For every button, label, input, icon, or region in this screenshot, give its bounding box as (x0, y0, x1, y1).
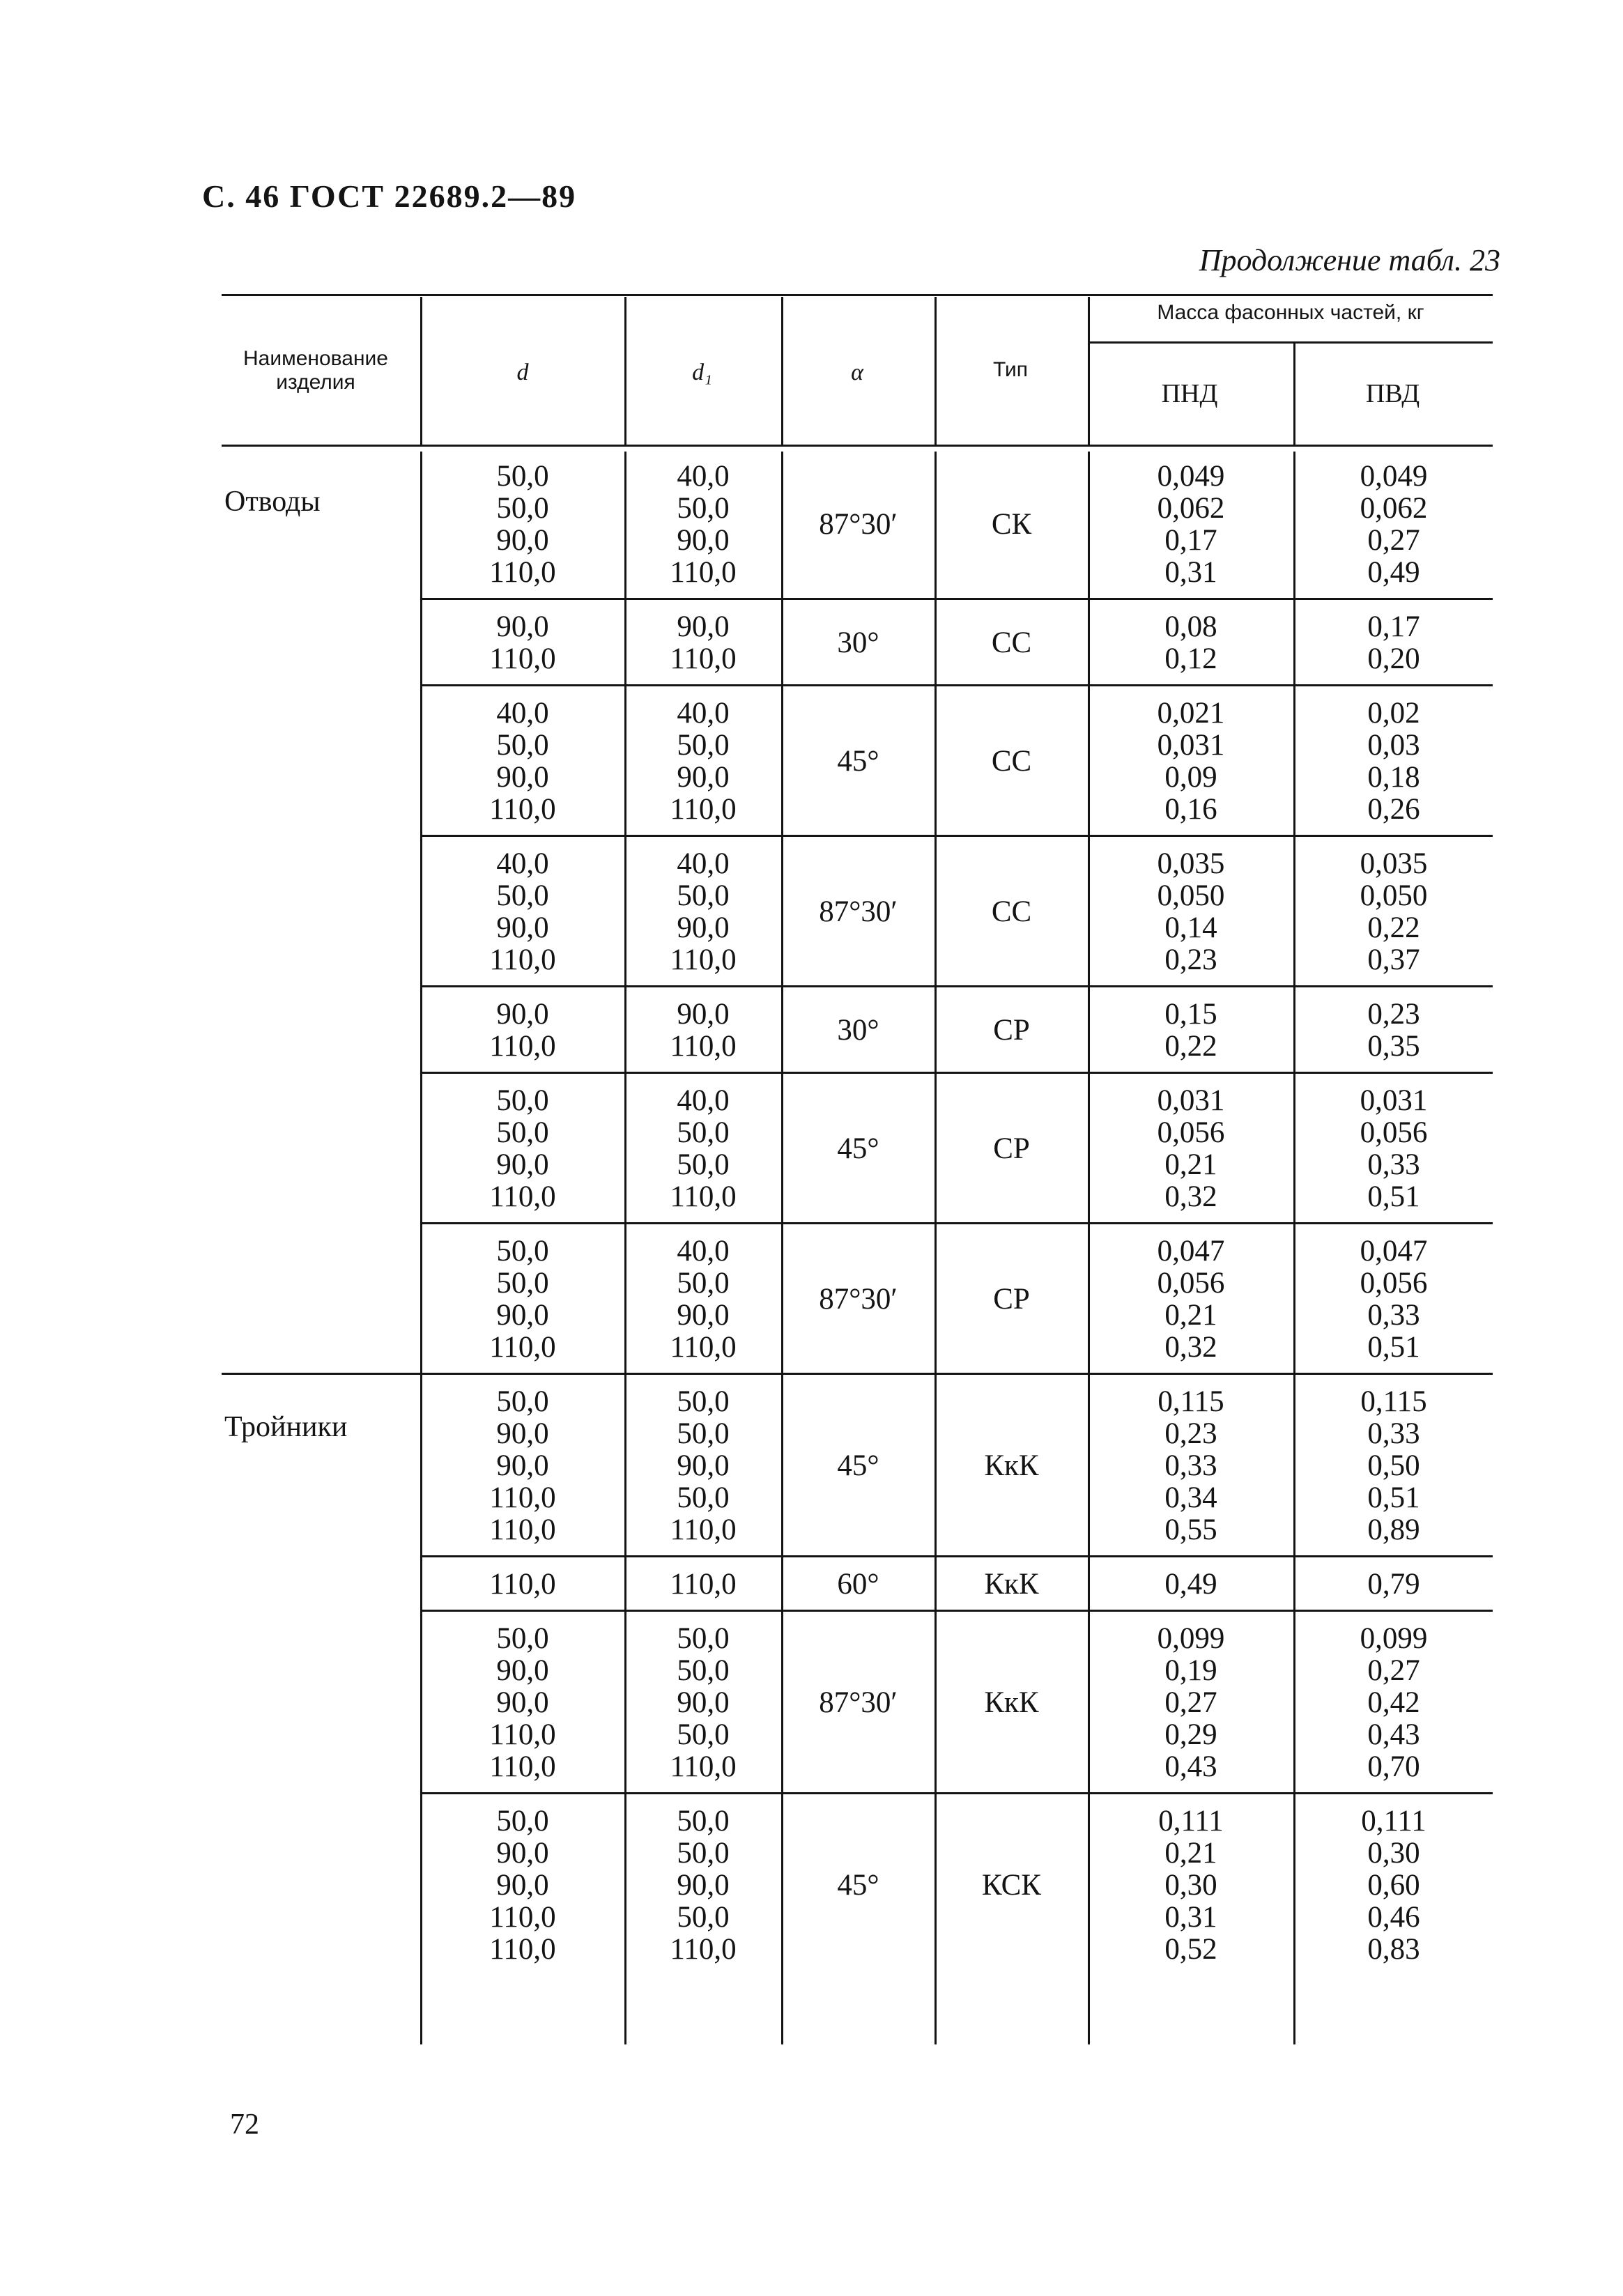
cell-pvd (1295, 461, 1493, 589)
cell-value: 0,26 (1367, 793, 1420, 826)
cell-d1 (626, 848, 780, 976)
cell-pvd (1295, 848, 1493, 976)
cell-value: 110,0 (670, 1030, 737, 1063)
cell-value: 0,09 (1164, 761, 1217, 794)
cell-value: 0,33 (1367, 1299, 1420, 1332)
cell-type: СС (991, 626, 1032, 659)
cell-pnd (1089, 1386, 1293, 1546)
cell-value: 0,19 (1164, 1654, 1217, 1687)
cell-d1 (626, 1805, 780, 1966)
cell-value: 90,0 (496, 1654, 549, 1687)
cell-value: 0,22 (1164, 1030, 1217, 1063)
cell-d (422, 1805, 624, 1966)
cell-value: 50,0 (677, 1481, 730, 1514)
cell-value: 0,30 (1367, 1837, 1420, 1870)
group-separator (420, 1072, 1493, 1074)
cell-type: СС (991, 745, 1032, 778)
cell-value: 0,047 (1360, 1235, 1428, 1268)
cell-value: 90,0 (496, 911, 549, 944)
cell-value: 90,0 (677, 1686, 730, 1719)
cell-d (422, 611, 624, 675)
table-continuation-label: Продолжение табл. 23 (1199, 243, 1500, 277)
body-column-divider (624, 452, 626, 2044)
cell-d1 (626, 1085, 780, 1213)
cell-value: 0,02 (1367, 697, 1420, 730)
cell-value: 110,0 (489, 1750, 556, 1783)
column-header-d-text: d (516, 360, 529, 385)
column-header-pnd: ПНД (1161, 379, 1218, 408)
cell-value: 0,32 (1164, 1180, 1217, 1213)
cell-value: 110,0 (670, 1180, 737, 1213)
cell-value: 0,27 (1367, 1654, 1420, 1687)
cell-pvd (1295, 1569, 1493, 1601)
cell-value: 0,43 (1164, 1750, 1217, 1783)
cell-value: 0,31 (1164, 1901, 1217, 1934)
cell-alpha: 87°30′ (819, 1686, 898, 1719)
cell-type: СК (991, 508, 1032, 541)
cell-pvd (1295, 1085, 1493, 1213)
cell-value: 0,056 (1157, 1267, 1225, 1300)
cell-value: 110,0 (489, 1568, 556, 1601)
cell-value: 50,0 (677, 729, 730, 762)
cell-value: 0,50 (1367, 1449, 1420, 1482)
header-column-divider (1088, 297, 1090, 445)
header-column-divider (420, 297, 422, 445)
cell-value: 0,056 (1360, 1116, 1428, 1149)
cell-value: 90,0 (496, 1299, 549, 1332)
cell-value: 0,050 (1157, 879, 1225, 912)
cell-value: 0,049 (1360, 460, 1428, 493)
cell-value: 90,0 (496, 1869, 549, 1902)
cell-value: 90,0 (496, 1417, 549, 1450)
cell-value: 50,0 (677, 1805, 730, 1837)
header-column-divider (624, 297, 626, 445)
cell-value: 0,099 (1157, 1622, 1225, 1655)
cell-value: 50,0 (677, 1837, 730, 1870)
column-header-alpha-text: α (851, 360, 863, 385)
cell-value: 50,0 (677, 1417, 730, 1450)
cell-alpha: 60° (837, 1568, 879, 1601)
cell-value: 0,49 (1164, 1568, 1217, 1601)
cell-value: 40,0 (496, 847, 549, 880)
cell-pnd (1089, 1085, 1293, 1213)
cell-value: 50,0 (496, 492, 549, 525)
cell-value: 0,33 (1367, 1148, 1420, 1181)
cell-value: 90,0 (496, 1837, 549, 1870)
column-header-d1-text: d₁ (692, 360, 712, 385)
cell-value: 50,0 (677, 1116, 730, 1149)
cell-type: КкК (984, 1568, 1039, 1601)
group-separator (420, 835, 1493, 837)
cell-value: 0,31 (1164, 556, 1217, 589)
cell-alpha: 45° (837, 1449, 879, 1482)
cell-value: 110,0 (489, 1513, 556, 1546)
cell-value: 110,0 (670, 943, 737, 976)
cell-d1 (626, 1569, 780, 1601)
mass-subheader-rule (1088, 341, 1493, 344)
cell-value: 0,46 (1367, 1901, 1420, 1934)
body-column-divider (781, 452, 783, 2044)
cell-value: 0,37 (1367, 943, 1420, 976)
cell-value: 0,60 (1367, 1869, 1420, 1902)
cell-d (422, 999, 624, 1063)
cell-value: 90,0 (496, 761, 549, 794)
cell-value: 50,0 (677, 492, 730, 525)
cell-value: 110,0 (489, 1933, 556, 1966)
cell-pnd (1089, 1235, 1293, 1364)
cell-value: 50,0 (677, 1718, 730, 1751)
cell-value: 50,0 (677, 1267, 730, 1300)
cell-value: 110,0 (670, 1568, 737, 1601)
cell-d (422, 1235, 624, 1364)
cell-value: 0,21 (1164, 1837, 1217, 1870)
cell-value: 0,12 (1164, 642, 1217, 675)
cell-pvd (1295, 1623, 1493, 1783)
cell-pnd (1089, 999, 1293, 1063)
cell-pnd (1089, 611, 1293, 675)
cell-value: 0,30 (1164, 1869, 1217, 1902)
cell-value: 0,89 (1367, 1513, 1420, 1546)
cell-pvd (1295, 1805, 1493, 1966)
cell-type: СР (993, 1014, 1030, 1047)
cell-value: 0,35 (1367, 1030, 1420, 1063)
cell-value: 110,0 (670, 1331, 737, 1364)
group-separator (222, 1373, 1493, 1375)
cell-value: 0,43 (1367, 1718, 1420, 1751)
cell-type: КкК (984, 1686, 1039, 1719)
cell-pnd (1089, 1569, 1293, 1601)
page-number: 72 (230, 2109, 259, 2141)
cell-value: 0,021 (1157, 697, 1225, 730)
cell-value: 90,0 (677, 1869, 730, 1902)
cell-value: 0,22 (1367, 911, 1420, 944)
column-header-alpha (780, 361, 934, 385)
cell-value: 0,062 (1157, 492, 1225, 525)
cell-value: 50,0 (496, 879, 549, 912)
cell-value: 90,0 (677, 761, 730, 794)
cell-value: 0,21 (1164, 1299, 1217, 1332)
section-name: Отводы (224, 486, 321, 518)
cell-value: 50,0 (677, 1622, 730, 1655)
cell-value: 0,27 (1367, 524, 1420, 557)
cell-value: 50,0 (677, 1654, 730, 1687)
cell-value: 90,0 (496, 524, 549, 557)
cell-type: СР (993, 1132, 1030, 1165)
cell-alpha: 87°30′ (819, 1283, 898, 1316)
cell-value: 0,15 (1164, 998, 1217, 1031)
cell-type: КкК (984, 1449, 1039, 1482)
cell-value: 110,0 (489, 1180, 556, 1213)
cell-value: 90,0 (677, 998, 730, 1031)
cell-value: 110,0 (489, 1718, 556, 1751)
cell-value: 50,0 (496, 1267, 549, 1300)
cell-value: 0,056 (1360, 1267, 1428, 1300)
cell-value: 0,031 (1360, 1084, 1428, 1117)
body-column-divider (1088, 452, 1090, 2044)
cell-d1 (626, 1386, 780, 1546)
cell-value: 0,050 (1360, 879, 1428, 912)
header-bottom-rule (222, 445, 1493, 447)
cell-d (422, 1623, 624, 1783)
cell-pnd (1089, 461, 1293, 589)
group-separator (420, 1555, 1493, 1557)
cell-value: 0,52 (1164, 1933, 1217, 1966)
cell-alpha: 45° (837, 1869, 879, 1902)
cell-value: 90,0 (496, 1686, 549, 1719)
header-column-divider (781, 297, 783, 445)
cell-value: 0,51 (1367, 1331, 1420, 1364)
cell-alpha: 30° (837, 626, 879, 659)
cell-value: 50,0 (496, 1235, 549, 1268)
column-header-d (422, 361, 624, 385)
cell-value: 0,23 (1367, 998, 1420, 1031)
cell-value: 110,0 (670, 1933, 737, 1966)
column-header-name: Наименование изделия (243, 347, 388, 394)
cell-value: 40,0 (677, 847, 730, 880)
cell-value: 0,55 (1164, 1513, 1217, 1546)
header-column-divider (1293, 344, 1295, 445)
cell-value: 0,49 (1367, 556, 1420, 589)
cell-d1 (626, 1235, 780, 1364)
body-column-divider (1293, 452, 1295, 2044)
cell-type: СС (991, 895, 1032, 928)
cell-d1 (626, 1623, 780, 1783)
cell-pnd (1089, 1805, 1293, 1966)
cell-value: 110,0 (489, 1901, 556, 1934)
cell-type: КСК (982, 1869, 1041, 1902)
cell-value: 50,0 (496, 460, 549, 493)
cell-value: 0,16 (1164, 793, 1217, 826)
cell-d1 (626, 698, 780, 826)
column-header-mass: Масса фасонных частей, кг (1157, 301, 1424, 324)
cell-value: 0,33 (1367, 1417, 1420, 1450)
cell-pvd (1295, 611, 1493, 675)
column-header-type: Тип (992, 358, 1028, 381)
cell-value: 90,0 (677, 1449, 730, 1482)
cell-value: 50,0 (677, 1148, 730, 1181)
cell-value: 0,27 (1164, 1686, 1217, 1719)
cell-pvd (1295, 1386, 1493, 1546)
cell-value: 50,0 (677, 1901, 730, 1934)
cell-d (422, 1569, 624, 1601)
cell-value: 0,062 (1360, 492, 1428, 525)
cell-value: 50,0 (677, 1385, 730, 1418)
cell-value: 40,0 (677, 460, 730, 493)
cell-value: 0,111 (1158, 1805, 1224, 1837)
cell-value: 0,23 (1164, 1417, 1217, 1450)
cell-alpha: 45° (837, 745, 879, 778)
cell-alpha: 30° (837, 1014, 879, 1047)
cell-value: 0,18 (1367, 761, 1420, 794)
cell-value: 50,0 (496, 1084, 549, 1117)
cell-d (422, 1085, 624, 1213)
cell-value: 90,0 (677, 524, 730, 557)
cell-value: 90,0 (677, 1299, 730, 1332)
cell-value: 0,17 (1367, 610, 1420, 643)
cell-value: 110,0 (489, 1331, 556, 1364)
cell-value: 40,0 (496, 697, 549, 730)
cell-value: 110,0 (670, 556, 737, 589)
cell-d1 (626, 611, 780, 675)
cell-value: 0,51 (1367, 1481, 1420, 1514)
cell-value: 50,0 (496, 1805, 549, 1837)
cell-pnd (1089, 1623, 1293, 1783)
cell-alpha: 45° (837, 1132, 879, 1165)
cell-value: 0,031 (1157, 729, 1225, 762)
cell-value: 0,83 (1367, 1933, 1420, 1966)
cell-value: 0,115 (1360, 1385, 1427, 1418)
cell-value: 0,42 (1367, 1686, 1420, 1719)
cell-value: 90,0 (496, 1449, 549, 1482)
cell-value: 110,0 (489, 793, 556, 826)
column-header-d1 (624, 361, 780, 385)
cell-d1 (626, 461, 780, 589)
body-column-divider (420, 452, 422, 2044)
cell-value: 90,0 (496, 1148, 549, 1181)
cell-value: 0,03 (1367, 729, 1420, 762)
cell-value: 50,0 (677, 879, 730, 912)
cell-value: 0,51 (1367, 1180, 1420, 1213)
cell-pnd (1089, 848, 1293, 976)
cell-d (422, 698, 624, 826)
cell-value: 40,0 (677, 1084, 730, 1117)
column-header-pvd: ПВД (1365, 379, 1420, 408)
cell-value: 0,70 (1367, 1750, 1420, 1783)
cell-d (422, 1386, 624, 1546)
cell-value: 50,0 (496, 729, 549, 762)
cell-value: 90,0 (496, 610, 549, 643)
cell-value: 40,0 (677, 697, 730, 730)
cell-value: 0,099 (1360, 1622, 1428, 1655)
cell-value: 110,0 (670, 793, 737, 826)
group-separator (420, 1222, 1493, 1224)
cell-alpha: 87°30′ (819, 508, 898, 541)
cell-value: 0,17 (1164, 524, 1217, 557)
cell-d1 (626, 999, 780, 1063)
cell-value: 0,23 (1164, 943, 1217, 976)
body-column-divider (934, 452, 937, 2044)
cell-value: 0,21 (1164, 1148, 1217, 1181)
cell-value: 110,0 (670, 642, 737, 675)
cell-value: 0,33 (1164, 1449, 1217, 1482)
cell-value: 0,29 (1164, 1718, 1217, 1751)
cell-value: 0,14 (1164, 911, 1217, 944)
cell-value: 110,0 (489, 642, 556, 675)
cell-value: 50,0 (496, 1622, 549, 1655)
group-separator (420, 684, 1493, 686)
cell-value: 0,32 (1164, 1331, 1217, 1364)
cell-value: 0,34 (1164, 1481, 1217, 1514)
cell-value: 0,20 (1367, 642, 1420, 675)
cell-value: 0,047 (1157, 1235, 1225, 1268)
section-name: Тройники (224, 1411, 348, 1443)
cell-value: 0,115 (1157, 1385, 1224, 1418)
cell-d (422, 461, 624, 589)
cell-value: 40,0 (677, 1235, 730, 1268)
cell-pvd (1295, 698, 1493, 826)
cell-value: 90,0 (677, 610, 730, 643)
cell-value: 110,0 (489, 556, 556, 589)
cell-value: 0,035 (1360, 847, 1428, 880)
cell-value: 50,0 (496, 1116, 549, 1149)
cell-pvd (1295, 1235, 1493, 1364)
cell-value: 0,031 (1157, 1084, 1225, 1117)
cell-type: СР (993, 1283, 1030, 1316)
running-head: С. 46 ГОСТ 22689.2—89 (202, 178, 577, 214)
group-separator (420, 1610, 1493, 1612)
cell-value: 0,049 (1157, 460, 1225, 493)
cell-value: 0,111 (1361, 1805, 1426, 1837)
cell-pvd (1295, 999, 1493, 1063)
group-separator (420, 985, 1493, 987)
group-separator (420, 598, 1493, 600)
cell-value: 0,035 (1157, 847, 1225, 880)
header-column-divider (934, 297, 937, 445)
cell-value: 90,0 (496, 998, 549, 1031)
cell-value: 110,0 (489, 1481, 556, 1514)
cell-value: 50,0 (496, 1385, 549, 1418)
table-top-rule (222, 294, 1493, 296)
cell-value: 110,0 (670, 1513, 737, 1546)
cell-value: 90,0 (677, 911, 730, 944)
group-separator (420, 1792, 1493, 1794)
cell-value: 0,08 (1164, 610, 1217, 643)
cell-value: 110,0 (489, 1030, 556, 1063)
cell-value: 0,79 (1367, 1568, 1420, 1601)
cell-value: 110,0 (489, 943, 556, 976)
cell-alpha: 87°30′ (819, 895, 898, 928)
cell-pnd (1089, 698, 1293, 826)
cell-d (422, 848, 624, 976)
cell-value: 110,0 (670, 1750, 737, 1783)
cell-value: 0,056 (1157, 1116, 1225, 1149)
